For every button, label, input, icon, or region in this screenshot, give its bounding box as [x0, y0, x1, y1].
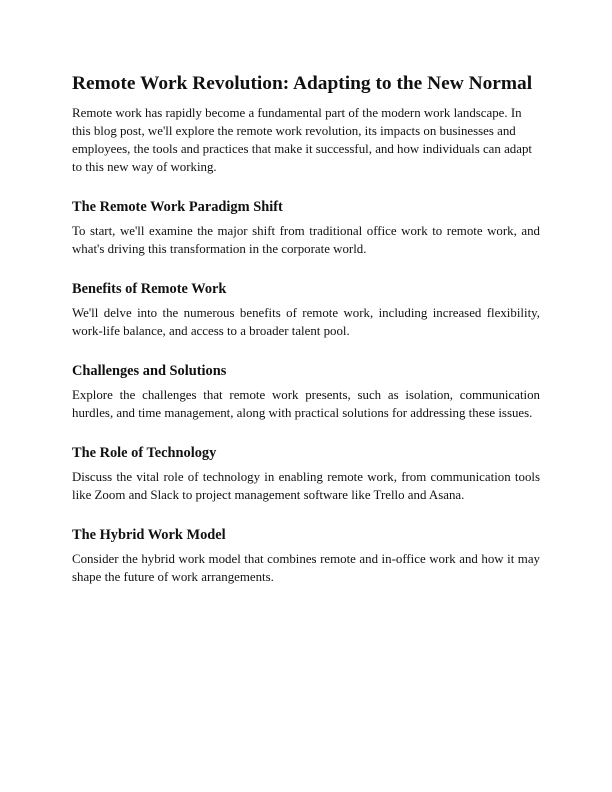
- section-benefits: [72, 280, 540, 340]
- intro-paragraph: Remote work has rapidly become a fundamental part of the modern work landscape. In this blog post, we'll explore the remote work revolution, its impacts on businesses and employees, the tools and practices that make it successful, and how individuals can adapt to this new way of working.: [72, 106, 532, 174]
- section-technology: [72, 444, 540, 504]
- section-heading: Benefits of Remote Work: [72, 281, 227, 297]
- section-body: Explore the challenges that remote work presents, such as isolation, communication hurdles, and time management, along with practical solutions for addressing these issues.: [72, 388, 540, 420]
- section-body: To start, we'll examine the major shift from traditional office work to remote work, and what's driving this transformation in the corporate world.: [72, 224, 540, 256]
- section-heading: The Role of Technology: [72, 445, 217, 461]
- section-heading: The Hybrid Work Model: [72, 527, 226, 543]
- document-page: [72, 72, 540, 586]
- document-title: Remote Work Revolution: Adapting to the New Normal: [72, 73, 533, 94]
- section-body: Discuss the vital role of technology in enabling remote work, from communication tools like Zoom and Slack to project management software like Trello and Asana.: [72, 470, 540, 502]
- section-paradigm-shift: [72, 198, 540, 258]
- section-heading: The Remote Work Paradigm Shift: [72, 199, 283, 215]
- section-hybrid-model: [72, 526, 540, 586]
- section-body: We'll delve into the numerous benefits of remote work, including increased flexibility, work-life balance, and access to a broader talent pool.: [72, 306, 540, 338]
- section-body: Consider the hybrid work model that combines remote and in-office work and how it may shape the future of work arrangements.: [72, 552, 540, 584]
- section-heading: Challenges and Solutions: [72, 363, 227, 379]
- section-challenges: [72, 362, 540, 422]
